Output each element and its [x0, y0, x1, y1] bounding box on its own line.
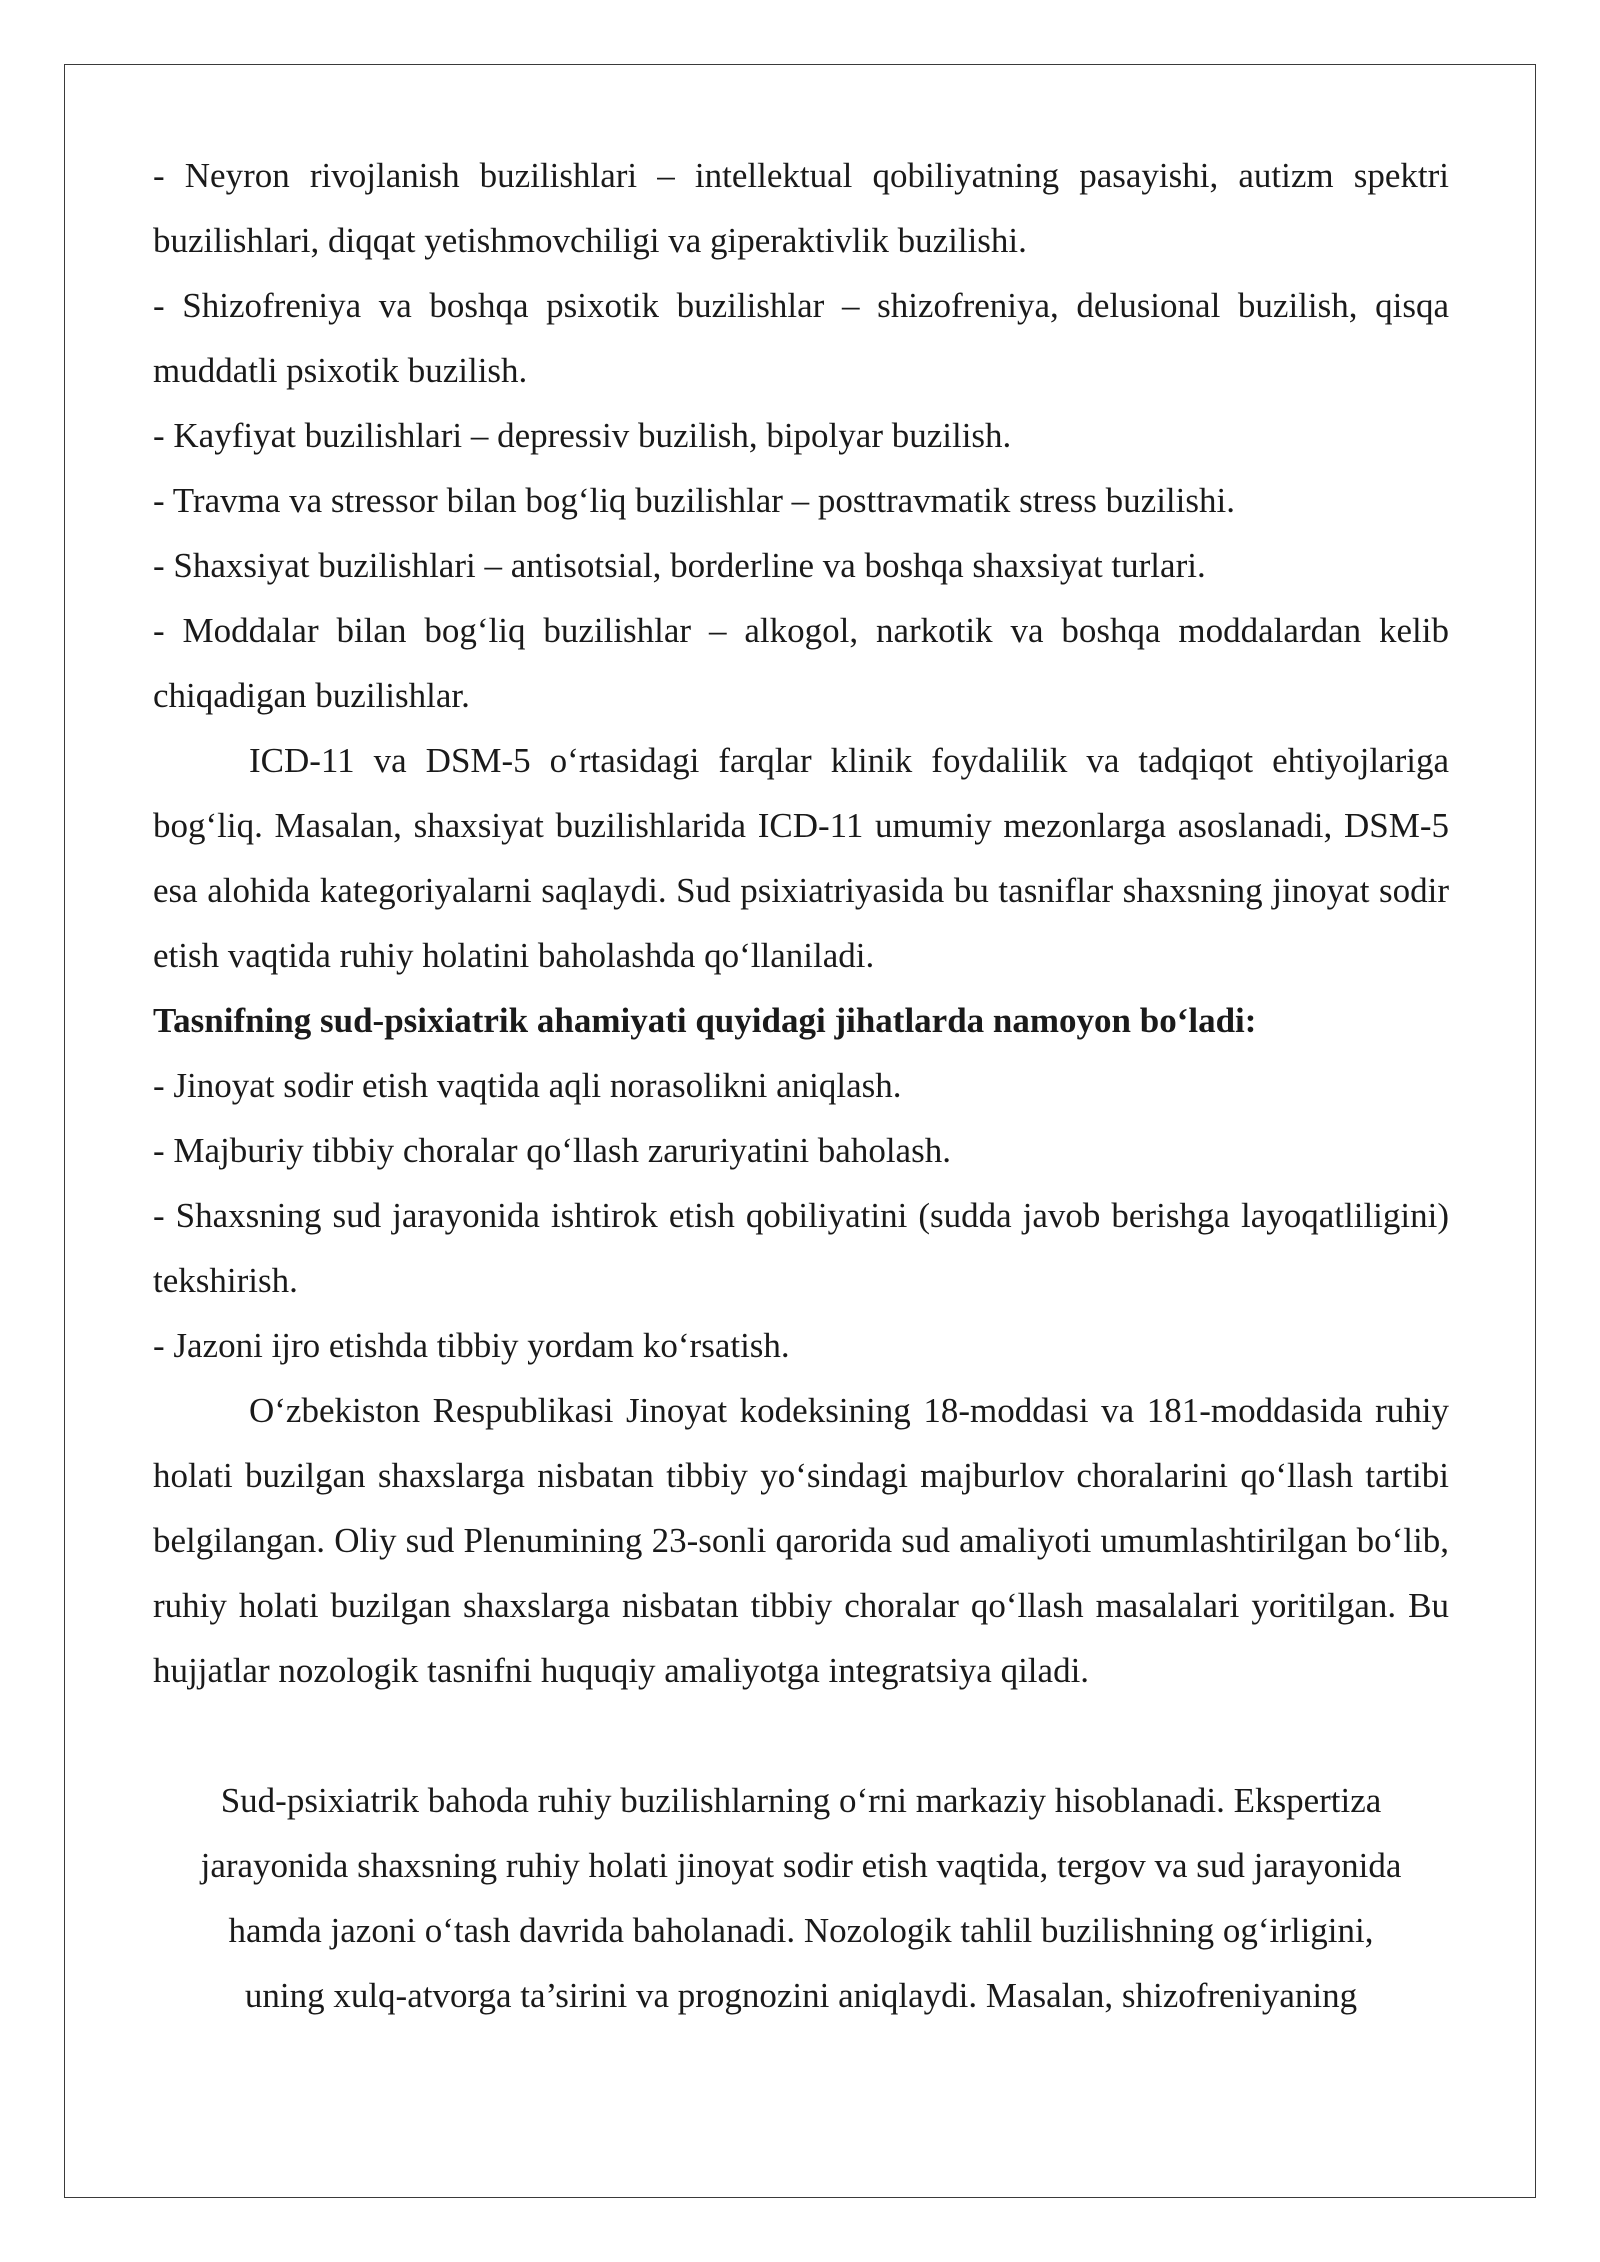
- centered-line: Sud-psixiatrik bahoda ruhiy buzilishlarning o‘rni markaziy hisoblanadi. Ekspertiza: [220, 1781, 1382, 1820]
- document-body: [153, 143, 1449, 2028]
- list-item: - Shaxsiyat buzilishlari – antisotsial, borderline va boshqa shaxsiyat turlari.: [153, 546, 1206, 585]
- section-heading: Tasnifning sud-psixiatrik ahamiyati quyidagi jihatlarda namoyon bo‘ladi:: [153, 1001, 1257, 1040]
- blank-line: [153, 1703, 1449, 1768]
- list-item: - Shaxsning sud jarayonida ishtirok etish qobiliyatini (sudda javob berishga layoqatliligini) tekshirish.: [153, 1196, 1449, 1300]
- list-item: - Jazoni ijro etishda tibbiy yordam ko‘rsatish.: [153, 1326, 790, 1365]
- centered-line: hamda jazoni o‘tash davrida baholanadi. Nozologik tahlil buzilishning og‘irligini,: [228, 1911, 1374, 1950]
- list-item: - Shizofreniya va boshqa psixotik buzilishlar – shizofreniya, delusional buzilish, qisqa muddatli psixotik buzilish.: [153, 286, 1449, 390]
- list-item: - Majburiy tibbiy choralar qo‘llash zaruriyatini baholash.: [153, 1131, 951, 1170]
- list-item: - Jinoyat sodir etish vaqtida aqli norasolikni aniqlash.: [153, 1066, 902, 1105]
- centered-line: jarayonida shaxsning ruhiy holati jinoyat sodir etish vaqtida, tergov va sud jarayonida: [200, 1846, 1402, 1885]
- paragraph-centered: [153, 1768, 1449, 2028]
- list-item: - Travma va stressor bilan bog‘liq buzilishlar – posttravmatik stress buzilishi.: [153, 481, 1235, 520]
- list-item: - Moddalar bilan bog‘liq buzilishlar – alkogol, narkotik va boshqa moddalardan kelib chiqadigan buzilishlar.: [153, 611, 1449, 715]
- centered-line: uning xulq-atvorga ta’sirini va prognozini aniqlaydi. Masalan, shizofreniyaning: [244, 1976, 1358, 2015]
- list-item: - Neyron rivojlanish buzilishlari – intellektual qobiliyatning pasayishi, autizm spektri buzilishlari, diqqat yetishmovchiligi va giperaktivlik buzilishi.: [153, 156, 1449, 260]
- paragraph-legislation: O‘zbekiston Respublikasi Jinoyat kodeksining 18-moddasi va 181-moddasida ruhiy holati buzilgan shaxslarga nisbatan tibbiy yo‘sindagi majburlov choralarini qo‘llash tartibi belgilangan. Oliy sud Plenumining 23-sonli qarorida sud amaliyoti umumlashtirilgan bo‘lib, ruhiy holati buzilgan shaxslarga nisbatan tibbiy choralar qo‘llash masalalari yoritilgan. Bu hujjatlar nozologik tasnifni huquqiy amaliyotga integratsiya qiladi.: [153, 1391, 1449, 1690]
- paragraph-icd-dsm: ICD-11 va DSM-5 o‘rtasidagi farqlar klinik foydalilik va tadqiqot ehtiyojlariga bog‘liq. Masalan, shaxsiyat buzilishlarida ICD-11 umumiy mezonlarga asoslanadi, DSM-5 esa alohida kategoriyalarni saqlaydi. Sud psixiatriyasida bu tasniflar shaxsning jinoyat sodir etish vaqtida ruhiy holatini baholashda qo‘llaniladi.: [153, 741, 1449, 975]
- list-item: - Kayfiyat buzilishlari – depressiv buzilish, bipolyar buzilish.: [153, 416, 1012, 455]
